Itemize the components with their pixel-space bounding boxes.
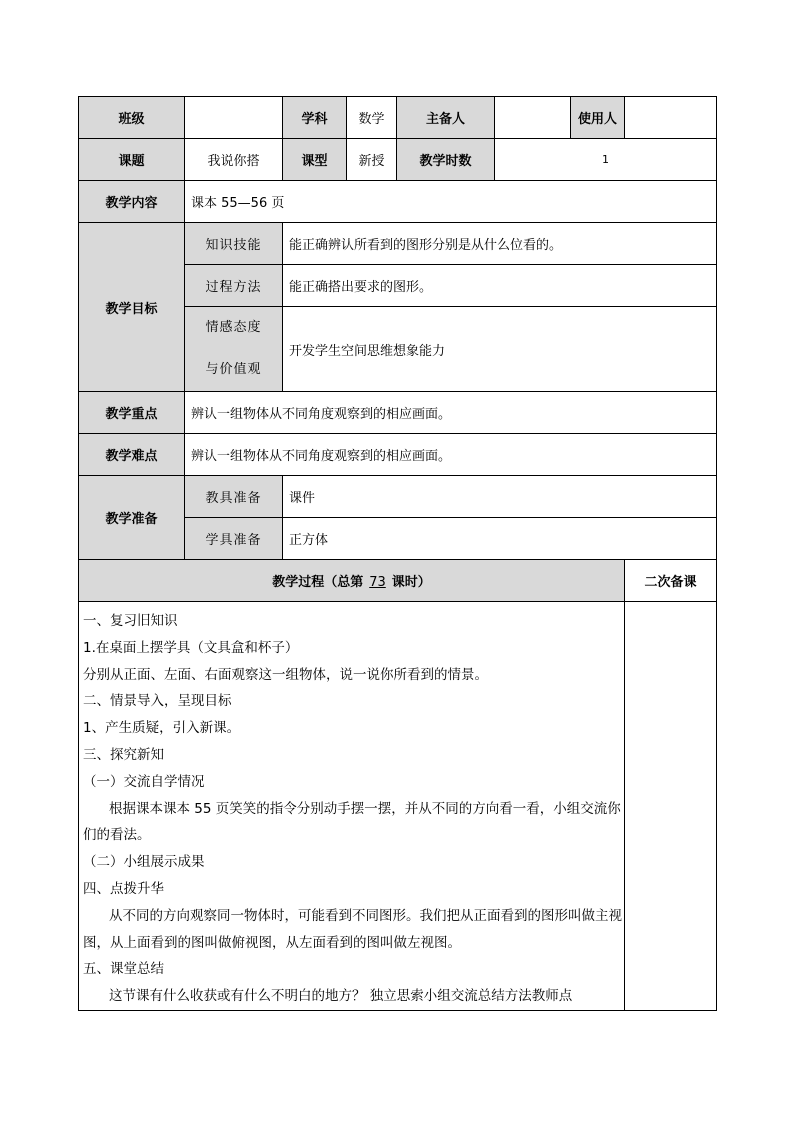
- process-line: 分别从正面、左面、右面观察这一组物体，说一说你所看到的情景。: [83, 666, 488, 683]
- process-title-prefix: 教学过程（总第: [272, 575, 364, 590]
- difficulty-value: 辨认一组物体从不同角度观察到的相应画面。: [185, 434, 717, 476]
- preparer-value: [495, 97, 571, 139]
- goal-emotion-label-line1: 情感态度: [205, 320, 262, 335]
- key-point-row: [79, 392, 717, 434]
- lesson-plan-page: [78, 96, 716, 1011]
- goal-knowledge-value: 能正确辨认所看到的图形分别是从什么位看的。: [283, 223, 717, 265]
- difficulty-label: 教学难点: [79, 434, 185, 476]
- process-line: 1.在桌面上摆学具（文具盒和杯子）: [83, 639, 299, 656]
- process-line: 二、情景导入，呈现目标: [83, 693, 232, 710]
- content-row: [79, 181, 717, 223]
- class-label: 班级: [79, 97, 185, 139]
- process-line: 三、探究新知: [83, 746, 164, 763]
- key-point-value: 辨认一组物体从不同角度观察到的相应画面。: [185, 392, 717, 434]
- process-body-row: [79, 602, 717, 1011]
- process-line: 这节课有什么收获或有什么不明白的地方？ 独立思索小组交流总结方法教师点: [109, 988, 573, 1005]
- process-line: （二）小组展示成果: [83, 854, 205, 871]
- goal-process-label: 过程方法: [185, 265, 283, 307]
- goal-row-knowledge: [79, 223, 717, 265]
- goal-process-value: 能正确搭出要求的图形。: [283, 265, 717, 307]
- process-header-row: [79, 560, 717, 602]
- hours-label: 教学时数: [397, 139, 495, 181]
- topic-value: 我说你搭: [185, 139, 283, 181]
- second-prep-label: 二次备课: [625, 560, 717, 602]
- hours-value: 1: [495, 139, 717, 181]
- process-line: （一）交流自学情况: [83, 773, 205, 790]
- process-title-suffix: 课时）: [391, 575, 431, 590]
- preparer-label: 主备人: [397, 97, 495, 139]
- user-label: 使用人: [571, 97, 625, 139]
- process-paragraph: 从不同的方向观察同一物体时，可能看到不同图形。我们把从正面看到的图形叫做主视图，从上面看到的图叫做俯视图，从左面看到的图叫做左视图。: [83, 907, 622, 951]
- second-prep-body: [625, 602, 717, 1011]
- topic-label: 课题: [79, 139, 185, 181]
- subject-label: 学科: [283, 97, 347, 139]
- process-paragraph: 根据课本课本 55 页笑笑的指令分别动手摆一摆，并从不同的方向看一看，小组交流你们的看法。: [83, 800, 621, 844]
- student-prep-value: 正方体: [283, 518, 717, 560]
- content-value: 课本 55—56 页: [185, 181, 717, 223]
- user-value: [625, 97, 717, 139]
- lesson-row: [79, 139, 717, 181]
- type-label: 课型: [283, 139, 347, 181]
- content-label: 教学内容: [79, 181, 185, 223]
- class-value: [185, 97, 283, 139]
- key-point-label: 教学重点: [79, 392, 185, 434]
- difficulty-row: [79, 434, 717, 476]
- teacher-prep-label: 教具准备: [185, 476, 283, 518]
- goal-emotion-label: [185, 307, 283, 392]
- teacher-prep-value: 课件: [283, 476, 717, 518]
- student-prep-label: 学具准备: [185, 518, 283, 560]
- lesson-plan-table: [78, 96, 717, 1011]
- type-value: 新授: [347, 139, 397, 181]
- goal-knowledge-label: 知识技能: [185, 223, 283, 265]
- process-lesson-number: 73: [369, 575, 386, 590]
- prep-row-teacher: [79, 476, 717, 518]
- process-content: [79, 602, 624, 1010]
- preparation-label: 教学准备: [79, 476, 185, 560]
- process-title: [79, 560, 625, 602]
- process-line: 1、产生质疑，引入新课。: [83, 720, 241, 737]
- process-line: 五、课堂总结: [83, 961, 164, 978]
- process-line: 四、点拨升华: [83, 880, 164, 897]
- header-row: [79, 97, 717, 139]
- goal-emotion-value: 开发学生空间思维想象能力: [283, 307, 717, 392]
- process-line: 一、复习旧知识: [83, 613, 178, 629]
- goals-label: 教学目标: [79, 223, 185, 392]
- goal-emotion-label-line2: 与价值观: [205, 362, 262, 377]
- process-body: [79, 602, 625, 1011]
- subject-value: 数学: [347, 97, 397, 139]
